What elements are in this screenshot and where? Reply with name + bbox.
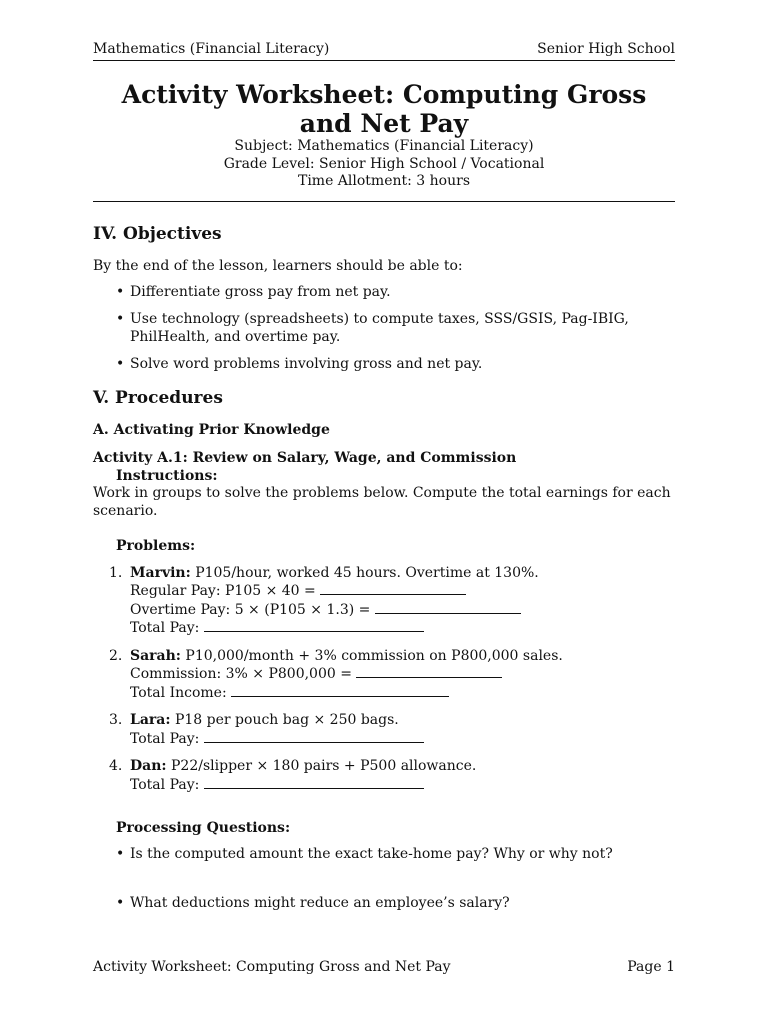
objective-item: • Solve word problems involving gross and net pay.: [130, 356, 675, 374]
processing-questions-label: Processing Questions:: [116, 820, 291, 836]
total-pay-label: Total Pay:: [130, 620, 204, 636]
problem-number: 4.: [109, 758, 123, 774]
overtime-pay-label: Overtime Pay: 5 × (P105 × 1.3) =: [130, 601, 375, 618]
problem-text: P18 per pouch bag × 250 bags.: [170, 712, 399, 728]
total-income-label: Total Income:: [130, 684, 232, 701]
total-income-answer-blank[interactable]: [231, 684, 449, 697]
problem-text: P22/slipper × 180 pairs + P500 allowance.: [166, 758, 477, 774]
problem-name: Dan:: [130, 758, 167, 774]
running-header: [93, 40, 675, 58]
meta-grade-level: Grade Level: Senior High School / Vocational: [223, 155, 545, 172]
problem-text: P105/hour, worked 45 hours. Overtime at 130%.: [190, 564, 539, 581]
processing-questions-list: [93, 846, 675, 913]
commission-answer-blank[interactable]: [356, 665, 502, 678]
procedures-heading: V. Procedures: [93, 387, 223, 408]
header-right: Senior High School: [537, 41, 675, 57]
commission-label: Commission: 3% × P800,000 =: [130, 666, 357, 682]
meta-subject: Subject: Mathematics (Financial Literacy): [234, 138, 534, 154]
objective-item: • Differentiate gross pay from net pay.: [130, 284, 675, 302]
problem-item-lara: [109, 712, 675, 748]
instructions-label: Instructions:: [116, 467, 218, 484]
problems-label: Problems:: [116, 538, 196, 554]
total-pay-label: Total Pay:: [130, 730, 204, 747]
problem-item-dan: [109, 758, 675, 794]
meta-time-allotment: Time Allotment: 3 hours: [297, 173, 470, 189]
objectives-heading: IV. Objectives: [93, 224, 222, 244]
problem-item-marvin: [109, 564, 675, 638]
problems-list: [93, 565, 675, 795]
problem-name: Lara:: [130, 712, 171, 728]
title-rule: [93, 201, 675, 202]
problem-text: P10,000/month + 3% commission on P800,000 sales.: [180, 647, 563, 664]
total-pay-answer-blank[interactable]: [204, 776, 424, 789]
overtime-pay-answer-blank[interactable]: [375, 601, 521, 614]
problem-name: Sarah:: [130, 647, 181, 664]
total-pay-answer-blank[interactable]: [204, 730, 424, 743]
problem-number: 2.: [109, 647, 123, 664]
running-footer: [93, 958, 675, 976]
header-rule: [93, 60, 675, 61]
worksheet-page: [93, 0, 675, 1024]
problem-number: 3.: [109, 712, 123, 728]
processing-question-item: • What deductions might reduce an employee’s salary?: [130, 895, 675, 913]
problem-name: Marvin:: [130, 564, 191, 581]
problem-number: 1.: [109, 564, 123, 581]
objectives-intro: By the end of the lesson, learners should be able to:: [93, 258, 463, 274]
worksheet-content: [93, 224, 675, 913]
page-number: Page 1: [627, 959, 675, 975]
footer-left: Activity Worksheet: Computing Gross and Net Pay: [93, 959, 451, 975]
title-block: [93, 80, 675, 191]
total-pay-answer-blank[interactable]: [204, 619, 424, 632]
page-title: Activity Worksheet: Computing Gross and Net Pay: [121, 80, 647, 138]
regular-pay-answer-blank[interactable]: [320, 582, 466, 595]
processing-question-item: • Is the computed amount the exact take-home pay? Why or why not?: [130, 846, 675, 864]
objectives-list: [93, 284, 675, 374]
objective-item: • Use technology (spreadsheets) to compute taxes, SSS/GSIS, Pag-IBIG, PhilHealth, and overtime pay.: [130, 311, 675, 346]
instructions-text: Work in groups to solve the problems below. Compute the total earnings for each scenario.: [93, 485, 671, 519]
regular-pay-label: Regular Pay: P105 × 40 =: [130, 583, 321, 599]
total-pay-label: Total Pay:: [130, 776, 204, 793]
activity-title: Activity A.1: Review on Salary, Wage, and Commission: [93, 450, 517, 466]
problem-item-sarah: [109, 647, 675, 703]
subsection-a-heading: A. Activating Prior Knowledge: [93, 421, 330, 438]
header-left: Mathematics (Financial Literacy): [93, 41, 330, 57]
